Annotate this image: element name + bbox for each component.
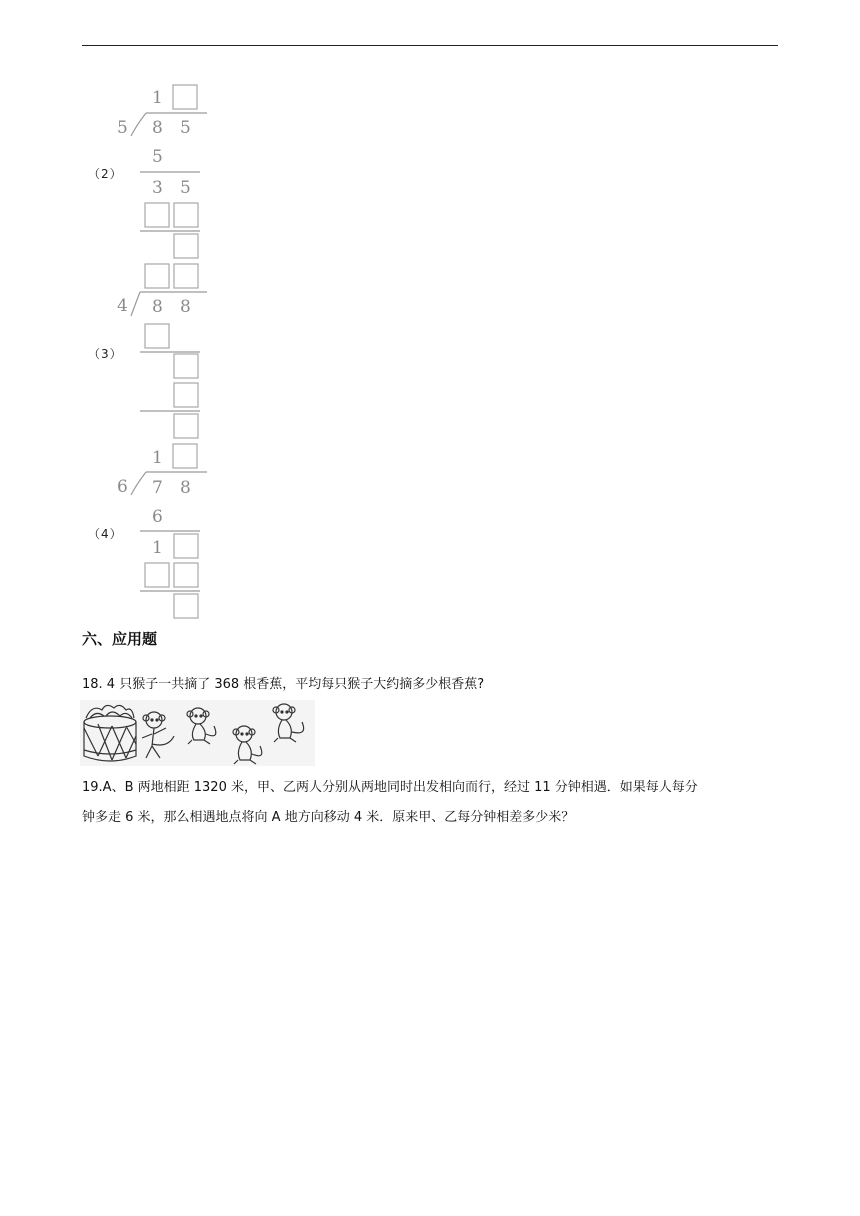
dividend-digit: 5: [180, 118, 191, 138]
blank-box[interactable]: [174, 354, 198, 378]
quotient-digit: 1: [152, 448, 163, 468]
dividend-digit: 8: [152, 297, 163, 317]
question-18: 18. 4 只猴子一共摘了 368 根香蕉，平均每只猴子大约摘多少根香蕉?: [82, 677, 485, 692]
blank-box[interactable]: [174, 594, 198, 618]
dividend-digit: 8: [152, 118, 163, 138]
question-19: [82, 773, 782, 833]
blank-box[interactable]: [145, 563, 169, 587]
quotient-blank-box[interactable]: [173, 444, 197, 468]
division-bracket: [131, 113, 146, 136]
quotient-blank-box[interactable]: [145, 264, 169, 288]
remainder-digit: 1: [152, 538, 163, 558]
division-problem-4: [117, 444, 207, 618]
divisor: 6: [117, 477, 128, 497]
blank-box[interactable]: [174, 563, 198, 587]
blank-box[interactable]: [174, 203, 198, 227]
dividend-digit: 8: [180, 297, 191, 317]
divisor: 4: [117, 296, 128, 316]
dividend-digit: 8: [180, 478, 191, 498]
quotient-digit: 1: [152, 88, 163, 108]
divisor: 5: [117, 118, 128, 138]
problem-label-4: （4）: [88, 527, 123, 541]
question-19-line-2: 钟多走 6 米，那么相遇地点将向 A 地方向移动 4 米．原来甲、乙每分钟相差多少米？: [82, 810, 575, 825]
problem-label-3: （3）: [88, 347, 123, 361]
blank-box[interactable]: [174, 534, 198, 558]
dividend-digit: 7: [152, 478, 163, 498]
division-problem-3: [117, 264, 207, 438]
division-bracket: [131, 292, 140, 316]
question-19-line-1: 19.A、B 两地相距 1320 米，甲、乙两人分别从两地同时出发相向而行，经过 11 分钟相遇．如果每人每分: [82, 780, 698, 795]
blank-box[interactable]: [145, 324, 169, 348]
blank-box[interactable]: [174, 414, 198, 438]
blank-box[interactable]: [174, 383, 198, 407]
section-title: 六、应用题: [82, 630, 158, 648]
division-bracket: [131, 472, 146, 495]
blank-box[interactable]: [145, 203, 169, 227]
quotient-blank-box[interactable]: [174, 264, 198, 288]
problem-label-2: （2）: [88, 167, 123, 181]
remainder-digit: 5: [180, 178, 191, 198]
product-digit: 6: [152, 507, 163, 527]
remainder-digit: 3: [152, 178, 163, 198]
monkeys-bananas-illustration: [80, 700, 315, 766]
blank-box[interactable]: [174, 234, 198, 258]
quotient-blank-box[interactable]: [173, 85, 197, 109]
product-digit: 5: [152, 147, 163, 167]
division-problem-2: [117, 85, 207, 258]
